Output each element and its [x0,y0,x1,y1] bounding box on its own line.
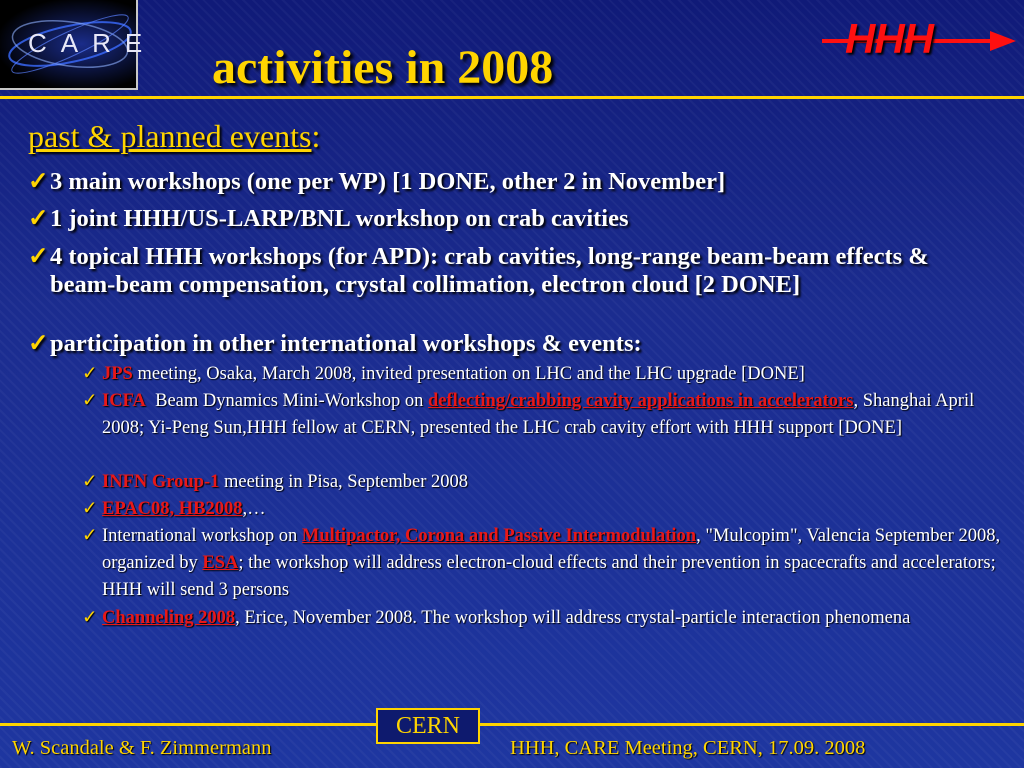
epac-link[interactable]: EPAC08, HB2008 [102,499,243,519]
footer-authors: W. Scandale & F. Zimmermann [12,737,272,759]
sub-bullet-infn [82,469,1017,496]
header-divider [0,96,1024,99]
infn-link[interactable]: INFN Group-1 [102,472,220,492]
hhh-logo-text: HHH [845,15,933,62]
intl-text: ; the workshop will address electron-cloud effects and their prevention in spacecrafts and accelerators; HHH will send 3 persons [102,553,996,600]
sub-bullet-channeling [82,605,1017,632]
section-heading-text: past & planned events [28,118,312,154]
esa-link[interactable]: ESA [202,553,239,573]
check-icon: ✓ [82,608,98,628]
check-icon: ✓ [28,243,49,270]
section-heading-colon: : [311,118,321,154]
intl-mid: , "Mulcopim", Valencia September 2008, organized by [102,526,1010,573]
main-bullet-text: 3 main workshops (one per WP) [1 DONE, other 2 in November] [50,168,726,195]
main-bullet-text: 1 joint HHH/US-LARP/BNL workshop on crab cavities [50,205,629,232]
footer-divider [0,723,1024,726]
epac-text: ,… [242,499,266,519]
hhh-logo [820,15,1020,65]
multipactor-link[interactable]: Multipactor, Corona and Passive Intermodulation [301,526,697,546]
sub-bullet-international [82,523,1017,604]
footer-meeting: HHH, CARE Meeting, CERN, 17.09. 2008 [510,737,866,759]
jps-text: meeting, Osaka, March 2008, invited presentation on LHC and the LHC upgrade [DONE] [132,364,805,384]
slide-title: activities in 2008 [212,41,554,94]
section-heading [28,118,320,155]
jps-link[interactable]: JPS [102,364,133,384]
icfa-text: , Shanghai April 2008; Yi-Peng Sun,HHH fellow at CERN, presented the LHC crab cavity effort with HHH support [DONE] [102,391,975,438]
care-logo-text: CARE [28,28,157,58]
icfa-link[interactable]: ICFA [102,391,146,411]
infn-text: meeting in Pisa, September 2008 [219,472,469,492]
main-bullet-text: 4 topical HHH workshops (for APD): crab cavities, long-range beam-beam effects & beam-beam compensation, crystal collimation, electron cloud [2 DONE] [50,243,929,298]
sub-bullet-epac [82,496,1017,523]
main-bullet [30,168,990,196]
cern-label: CERN [376,708,480,744]
main-bullet-text: participation in other international workshops & events: [50,330,642,357]
check-icon: ✓ [82,472,98,492]
check-icon: ✓ [28,168,49,195]
main-bullet [30,205,990,233]
sub-bullet-jps [82,361,1017,388]
main-bullet [30,243,990,299]
icfa-mid: Beam Dynamics Mini-Workshop on [145,391,429,411]
check-icon: ✓ [82,499,98,519]
check-icon: ✓ [28,205,49,232]
check-icon: ✓ [82,526,98,546]
check-icon: ✓ [28,330,49,357]
check-icon: ✓ [82,364,98,384]
channeling-link[interactable]: Channeling 2008 [102,608,236,628]
crab-cavity-link[interactable]: deflecting/crabbing cavity applications in accelerators [428,391,854,411]
check-icon: ✓ [82,391,98,411]
care-logo [0,0,157,90]
sub-bullet-icfa [82,388,1017,442]
channeling-text: , Erice, November 2008. The workshop will address crystal-particle interaction phenomena [235,608,911,628]
main-bullet [30,330,990,358]
intl-pre: International workshop on [102,526,302,546]
